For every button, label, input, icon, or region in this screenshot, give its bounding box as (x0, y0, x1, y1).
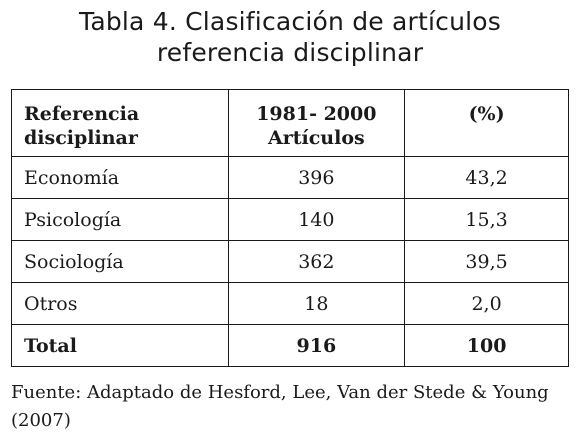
cell-reference: Otros (12, 283, 229, 325)
cell-reference: Psicología (12, 199, 229, 241)
cell-count: 396 (228, 157, 405, 199)
total-percent: 100 (405, 325, 569, 367)
cell-percent: 43,2 (405, 157, 569, 199)
table-title-line-1: Tabla 4. Clasificación de artículos (78, 7, 501, 36)
total-label: Total (12, 325, 229, 367)
table-header-row (12, 90, 569, 157)
table-total-row (12, 325, 569, 367)
source-note: Fuente: Adaptado de Hesford, Lee, Van der Stede & Young (2007) (11, 382, 549, 431)
cell-count: 362 (228, 241, 405, 283)
classification-table (11, 89, 569, 367)
table-row (12, 157, 569, 199)
table-row (12, 283, 569, 325)
cell-reference: Sociología (12, 241, 229, 283)
header-articles-label: Artículos (267, 127, 365, 149)
cell-count: 140 (228, 199, 405, 241)
cell-percent: 15,3 (405, 199, 569, 241)
header-disciplinary-reference: Referencia disciplinar (12, 90, 229, 157)
header-percent: (%) (405, 90, 569, 157)
header-articles (228, 90, 405, 157)
table-title (0, 6, 580, 68)
cell-percent: 2,0 (405, 283, 569, 325)
total-count: 916 (228, 325, 405, 367)
cell-percent: 39,5 (405, 241, 569, 283)
cell-reference: Economía (12, 157, 229, 199)
table-row (12, 241, 569, 283)
header-articles-years: 1981- 2000 (256, 103, 377, 125)
table-title-line-2: referencia disciplinar (156, 38, 424, 67)
cell-count: 18 (228, 283, 405, 325)
table-row (12, 199, 569, 241)
